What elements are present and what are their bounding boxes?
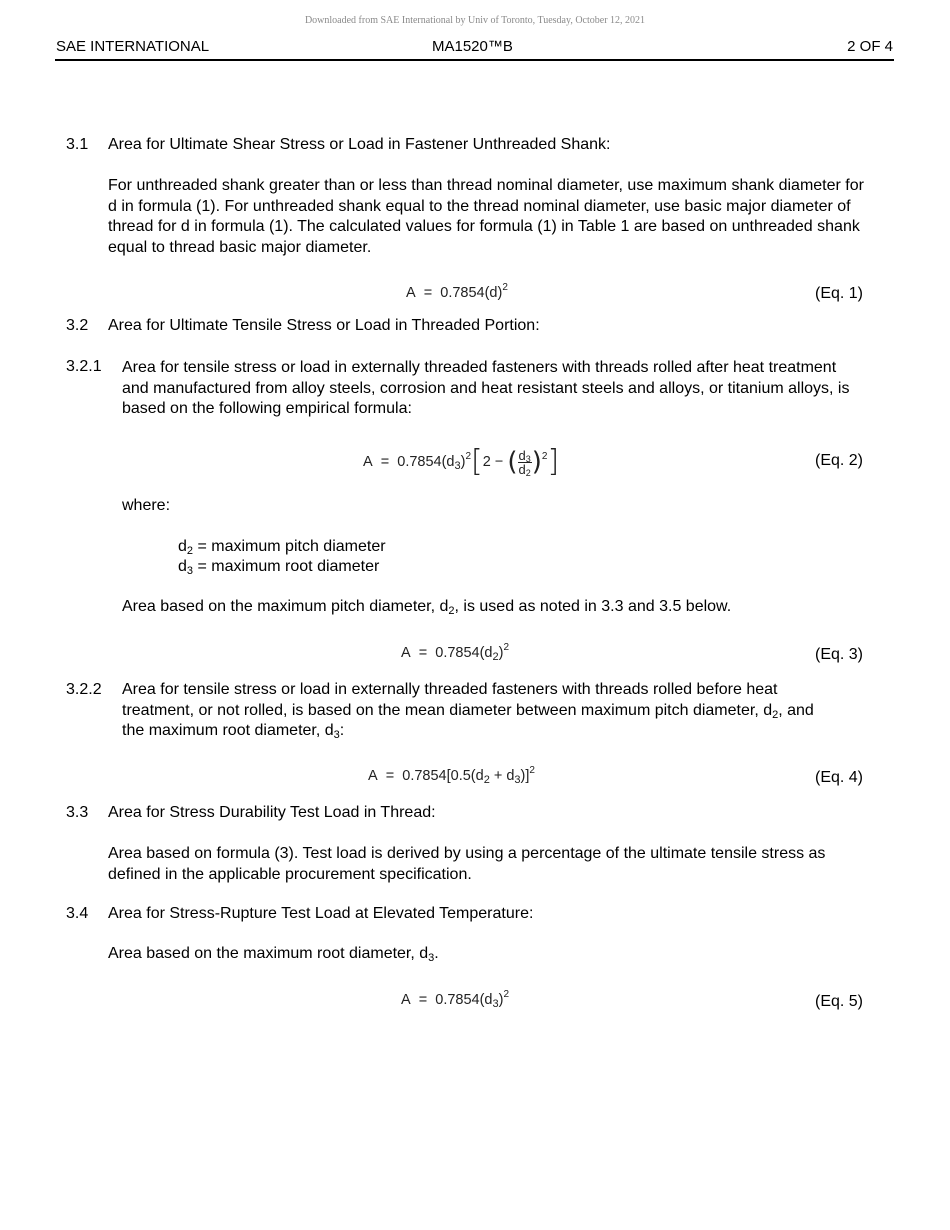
definition-d3-text: = maximum root diameter [197,558,380,575]
section-3-2-2-line-2-b: , and [778,702,814,719]
section-3-1-title: Area for Ultimate Shear Stress or Load in Fastener Unthreaded Shank: [108,136,611,153]
where-label: where: [122,497,171,514]
section-3-4-body-a: Area based on the maximum root diameter, d [108,945,429,962]
header-page-number: 2 OF 4 [847,38,893,55]
equation-2: $A = 0.7854(d_3)^2[2$ − ( $\frac{d_3}{d_2}$ )$^2$] [363,444,560,480]
equation-3: $A = 0.7854(d_2)^2$ [401,642,510,663]
section-3-2-number: 3.2 [66,317,89,334]
header-doc-id: MA1520™B [432,38,513,55]
pitch-note-text-a: Area based on the maximum pitch diameter, d [122,598,449,615]
section-3-2-1-body: Area for tensile stress or load in externally threaded fasteners with threads rolled after heat treatment and manufactured from alloy steels, corrosion and heat resistant steels and alloys, or titanium alloys, is based on the following empirical formula: [122,359,850,417]
header-rule [55,59,894,61]
equation-5-label: (Eq. 5) [814,993,863,1010]
section-3-2-2-line-3-b: : [339,722,345,739]
section-3-2-2-number: 3.2.2 [66,681,102,698]
definition-d3: $d_3$ = maximum root diameter [178,558,380,577]
definition-d2: $d_2$ = maximum pitch diameter [178,538,386,557]
download-watermark: Downloaded from SAE International by Univ of Toronto, Tuesday, October 12, 2021 [304,15,646,26]
section-3-4-number: 3.4 [66,905,89,922]
section-3-2-2-line-2: treatment, or not rolled, is based on the mean diameter between maximum pitch diameter, $d_2$, and [122,702,814,721]
equation-2-label: (Eq. 2) [814,452,863,469]
section-3-4-body-b: . [434,945,439,962]
section-3-2-2-line-1: Area for tensile stress or load in externally threaded fasteners with threads rolled before heat [122,681,778,698]
equation-4-label: (Eq. 4) [814,769,863,786]
equation-1: $A = 0.7854(d)^2$ [406,282,508,301]
section-3-1-number: 3.1 [66,136,89,153]
equation-5: $A = 0.7854(d_3)^2$ [401,989,510,1010]
section-3-2-2-line-2-a: treatment, or not rolled, is based on the mean diameter between maximum pitch diameter, d [122,702,773,719]
section-3-2-title: Area for Ultimate Tensile Stress or Load in Threaded Portion: [108,317,540,334]
section-3-4-title: Area for Stress-Rupture Test Load at Elevated Temperature: [108,905,534,922]
pitch-note-text-b: , is used as noted in 3.3 and 3.5 below. [454,598,732,615]
equation-1-label: (Eq. 1) [814,285,863,302]
section-3-2-2-line-3: the maximum root diameter, $d_3$: [122,722,345,741]
section-3-3-number: 3.3 [66,804,89,821]
section-3-2-2-line-3-a: the maximum root diameter, d [122,722,334,739]
pitch-diameter-note: Area based on the maximum pitch diameter, $d_2$, is used as noted in 3.3 and 3.5 below. [122,598,732,617]
section-3-3-body: Area based on formula (3). Test load is derived by using a percentage of the ultimate tensile stress as defined in the applicable procurement specification. [108,845,826,883]
section-3-2-1-number: 3.2.1 [66,358,102,375]
section-3-1-body: For unthreaded shank greater than or less than thread nominal diameter, use maximum shank diameter for d in formula (1). For unthreaded shank equal to the thread nominal diameter, use basic major diameter of thread for d in formula (1). The calculated values for formula (1) in Table 1 are based on unthreaded shank equal to thread basic major diameter. [108,177,864,256]
header-org: SAE INTERNATIONAL [56,38,210,55]
definition-d2-text: = maximum pitch diameter [197,538,386,555]
section-3-4-body: Area based on the maximum root diameter, $d_3$. [108,945,439,964]
section-3-3-title: Area for Stress Durability Test Load in Thread: [108,804,436,821]
equation-3-label: (Eq. 3) [814,646,863,663]
equation-4: $A = 0.7854[0.5(d_2 + d_3)]^2$ [368,765,535,786]
